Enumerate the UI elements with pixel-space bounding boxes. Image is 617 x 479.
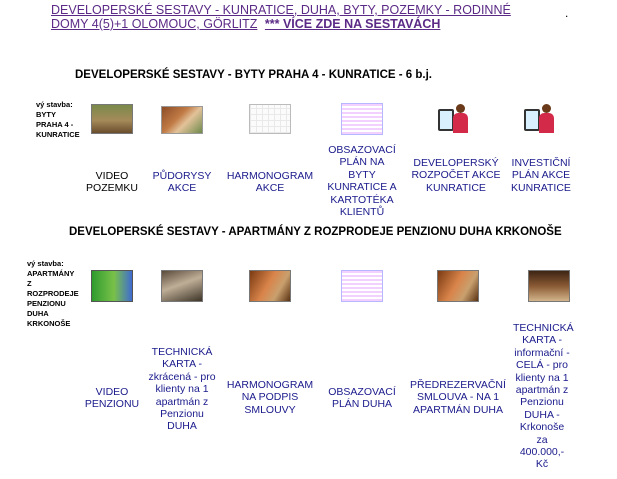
room-photo-icon[interactable]	[161, 270, 203, 302]
dining-photo-icon[interactable]	[249, 270, 291, 302]
thumb-video-pozemku[interactable]	[91, 104, 133, 134]
section1-title: DEVELOPERSKÉ SESTAVY - BYTY PRAHA 4 - KUNRATICE - 6 b.j.	[75, 69, 432, 81]
caption-investicni[interactable]: INVESTIČNÍ PLÁN AKCE KUNRATICE	[511, 157, 571, 194]
section1-side-label: vý stavba: BYTY PRAHA 4 - KUNRATICE	[36, 100, 80, 139]
thumb-predrezervacni[interactable]	[437, 270, 479, 302]
woman-tablet-icon[interactable]	[435, 103, 475, 133]
green-screen-icon[interactable]	[91, 270, 133, 302]
caption-video-penzionu[interactable]: VIDEO PENZIONU	[84, 386, 140, 411]
header-link[interactable]: DEVELOPERSKÉ SESTAVY - KUNRATICE, DUHA, BYTY, POZEMKY - RODINNÉ DOMY 4(5)+1 OLOMOUC, GÖRLITZ	[51, 3, 511, 31]
dot-mark: .	[565, 6, 569, 20]
house-photo-icon[interactable]	[161, 106, 203, 134]
header-link-block	[51, 3, 551, 31]
thumb-harmonogram-smlouvy[interactable]	[249, 270, 291, 302]
document-icon[interactable]	[341, 103, 383, 135]
woman-tablet-icon[interactable]	[521, 103, 561, 133]
thumb-technicka-zkracena[interactable]	[161, 270, 203, 302]
caption-harmonogram[interactable]: HARMONOGRAM AKCE	[226, 170, 314, 195]
floor-plan-icon[interactable]	[249, 104, 291, 134]
thumb-obsazovaci-duha[interactable]	[341, 270, 383, 302]
caption-pudorysy[interactable]: PŮDORYSY AKCE	[152, 170, 212, 195]
caption-predrezervacni[interactable]: PŘEDREZERVAČNÍ SMLOUVA - NA 1 APARTMÁN DUHA	[410, 379, 506, 416]
caption-technicka-zkracena[interactable]: TECHNICKÁ KARTA - zkrácená - pro klienty na 1 apartmán z Penzionu DUHA	[148, 346, 216, 433]
thumb-investicni[interactable]	[520, 103, 562, 133]
thumb-obsazovaci[interactable]	[341, 103, 383, 135]
more-link[interactable]: *** VÍCE ZDE NA SESTAVÁCH	[264, 17, 441, 31]
caption-rozpocet[interactable]: DEVELOPERSKÝ ROZPOČET AKCE KUNRATICE	[411, 157, 501, 194]
thumb-pudorysy[interactable]	[161, 106, 203, 134]
dining-photo-icon[interactable]	[437, 270, 479, 302]
section2-title: DEVELOPERSKÉ SESTAVY - APARTMÁNY Z ROZPRODEJE PENZIONU DUHA KRKONOŠE	[69, 226, 562, 238]
caption-harmonogram-smlouvy[interactable]: HARMONOGRAM NA PODPIS SMLOUVY	[226, 379, 314, 416]
thumb-video-penzionu[interactable]	[91, 270, 133, 302]
document-icon[interactable]	[341, 270, 383, 302]
caption-video-pozemku[interactable]: VIDEO POZEMKU	[86, 170, 138, 195]
caption-obsazovaci[interactable]: OBSAZOVACÍ PLÁN NA BYTY KUNRATICE A KARTOTÉKA KLIENTŮ	[327, 144, 397, 219]
stair-photo-icon[interactable]	[528, 270, 570, 302]
forest-photo-icon[interactable]	[91, 104, 133, 134]
thumb-technicka-cela[interactable]	[528, 270, 570, 302]
thumb-harmonogram[interactable]	[249, 104, 291, 134]
caption-obsazovaci-duha[interactable]: OBSAZOVACÍ PLÁN DUHA	[328, 386, 396, 411]
section2-side-label: vý stavba: APARTMÁNY Z ROZPRODEJE PENZIONU DUHA KRKONOŠE	[27, 259, 79, 328]
thumb-rozpocet[interactable]	[434, 103, 476, 133]
caption-technicka-cela[interactable]: TECHNICKÁ KARTA - informační - CELÁ - pro klienty na 1 apartmán z Penzionu DUHA - Krkonoše za 400.000,- Kč	[513, 322, 574, 471]
